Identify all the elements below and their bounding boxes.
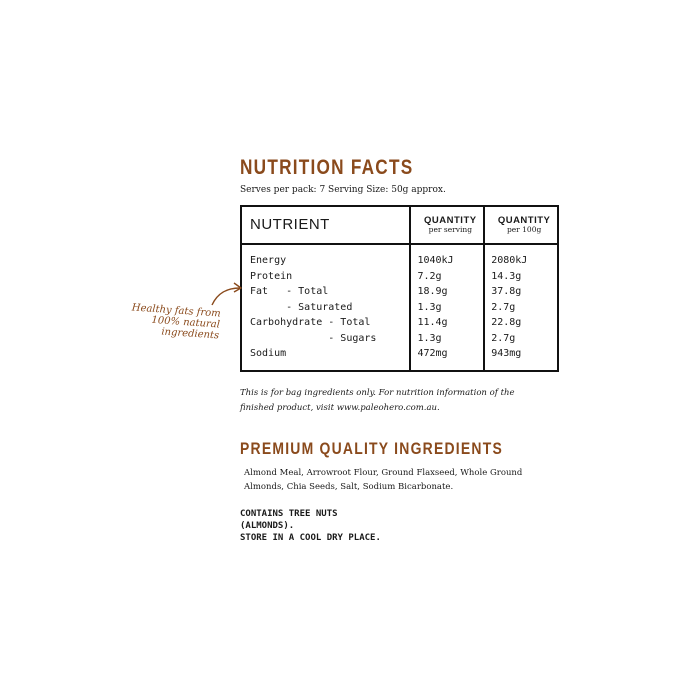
nutrient-label: - Sugars <box>250 332 377 344</box>
quantity-sub-2: per 100g <box>506 225 542 234</box>
nutrient-header-label: NUTRIENT <box>250 216 330 233</box>
per-serving-value: 1040kJ <box>417 255 454 266</box>
quantity-per-100g-header <box>484 206 558 244</box>
nutrient-label: - Saturated <box>250 301 353 313</box>
per-serving-value: 1.3g <box>417 301 442 313</box>
per-serving-value: 1.3g <box>417 332 442 344</box>
nutrient-label: Carbohydrate - Total <box>250 317 371 328</box>
quantity-per-serving-header <box>410 206 484 244</box>
quantity-header-1: QUANTITY <box>424 215 477 226</box>
serving-info: Serves per pack: 7 Serving Size: 50g approx. <box>240 185 446 195</box>
per-100g-values <box>484 244 558 371</box>
table-body <box>241 244 558 371</box>
per-100g-value: 943mg <box>491 348 522 359</box>
nutrition-table <box>240 205 559 372</box>
arrow-icon <box>210 278 244 308</box>
nutrition-note: This is for bag ingredients only. For nutrition information of the finished product, visit www.paleohero.com.au. <box>240 387 515 413</box>
quantity-sub-1: per serving <box>428 225 472 234</box>
nutrition-panel <box>240 155 560 544</box>
quantity-header-2: QUANTITY <box>497 215 551 226</box>
allergen-warning: CONTAINS TREE NUTS (ALMONDS). STORE IN A COOL DRY PLACE. <box>240 508 381 543</box>
per-100g-value: 2080kJ <box>491 255 528 266</box>
per-serving-value: 472mg <box>417 348 448 359</box>
nutrient-label: Fat - Total <box>250 286 329 297</box>
per-serving-value: 18.9g <box>417 286 448 297</box>
per-100g-value: 37.8g <box>491 286 522 297</box>
nutrient-label: Energy <box>250 255 287 266</box>
healthy-fats-note: Healthy fats from 100% natural ingredients <box>131 302 222 342</box>
nutrition-title: NUTRITION FACTS <box>240 156 414 179</box>
per-serving-value: 11.4g <box>417 317 448 328</box>
per-serving-value: 7.2g <box>417 270 442 282</box>
nutrient-label: Sodium <box>250 348 287 359</box>
nutrient-label: Protein <box>250 270 293 282</box>
per-serving-values <box>410 244 484 371</box>
ingredients-list: Almond Meal, Arrowroot Flour, Ground Flaxseed, Whole Ground Almonds, Chia Seeds, Salt, Sodium Bicarbonate. <box>244 467 523 492</box>
nutrient-names <box>241 244 410 371</box>
per-100g-value: 22.8g <box>491 317 522 328</box>
ingredients-title: PREMIUM QUALITY INGREDIENTS <box>240 438 503 458</box>
per-100g-value: 2.7g <box>491 301 516 313</box>
nutrient-header <box>241 206 410 244</box>
per-100g-value: 14.3g <box>491 270 522 282</box>
table-header <box>241 206 558 244</box>
per-100g-value: 2.7g <box>491 332 516 344</box>
